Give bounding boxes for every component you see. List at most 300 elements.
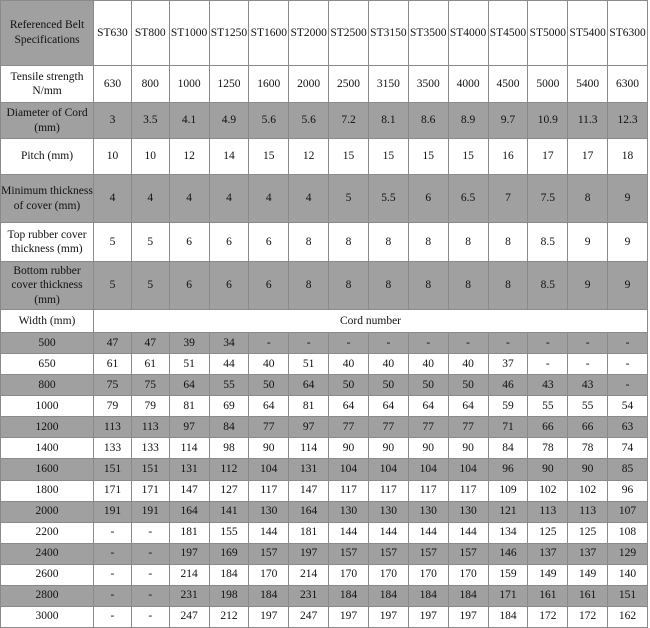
cord-count: 164 [289, 502, 328, 522]
cord-count: 90 [249, 438, 288, 458]
spec-value: 9 [608, 175, 647, 223]
spec-value: 8 [289, 223, 328, 261]
spec-value: 17 [568, 139, 607, 174]
cord-count: 121 [489, 502, 528, 522]
cord-count: 197 [249, 607, 288, 627]
cord-count: 102 [568, 481, 607, 501]
width-value: 1800 [1, 481, 93, 501]
width-row [1, 523, 647, 543]
spec-value: 7 [489, 175, 528, 223]
spec-value: 14 [210, 139, 249, 174]
cord-count: 37 [489, 354, 528, 374]
spec-value: 12 [289, 139, 328, 174]
cord-count: 40 [369, 354, 408, 374]
cord-count: - [94, 607, 131, 627]
spec-value: 8 [489, 262, 528, 309]
belt-type-header: ST1000 [170, 1, 209, 65]
spec-value: 16 [489, 139, 528, 174]
spec-row [1, 175, 647, 223]
width-row [1, 375, 647, 395]
spec-value: 8.9 [449, 103, 488, 138]
cord-count: 144 [409, 523, 448, 543]
cord-count: 90 [409, 438, 448, 458]
cord-count: 147 [170, 481, 209, 501]
cord-count: 50 [249, 375, 288, 395]
spec-row [1, 223, 647, 261]
spec-label: Diameter of Cord (mm) [1, 103, 93, 138]
cord-count: 172 [528, 607, 567, 627]
cord-count: 81 [170, 396, 209, 416]
spec-value: 8.1 [369, 103, 408, 138]
spec-row [1, 262, 647, 309]
cord-count: 90 [568, 459, 607, 479]
width-value: 1200 [1, 417, 93, 437]
cord-count: 69 [210, 396, 249, 416]
cord-count: 43 [528, 375, 567, 395]
cord-count: 184 [449, 586, 488, 606]
cord-count: 104 [409, 459, 448, 479]
cord-count: 107 [608, 502, 647, 522]
cord-count: 149 [528, 565, 567, 585]
width-row [1, 586, 647, 606]
cord-count: 137 [528, 544, 567, 564]
cord-count: 170 [409, 565, 448, 585]
spec-value: 8 [568, 175, 607, 223]
cord-count: 170 [329, 565, 368, 585]
cord-number-label: Cord number [94, 310, 647, 332]
cord-count: - [329, 333, 368, 353]
spec-value: 6 [249, 223, 288, 261]
spec-value: 6 [170, 262, 209, 309]
cord-count: 141 [210, 502, 249, 522]
spec-value: 9 [568, 262, 607, 309]
cord-count: 113 [568, 502, 607, 522]
width-value: 1600 [1, 459, 93, 479]
spec-value: 8.6 [409, 103, 448, 138]
cord-count: 75 [94, 375, 131, 395]
belt-type-header: ST800 [132, 1, 169, 65]
cord-count: 75 [132, 375, 169, 395]
belt-type-header: ST6300 [608, 1, 647, 65]
cord-count: 184 [210, 565, 249, 585]
cord-count: 109 [489, 481, 528, 501]
spec-value: 4 [210, 175, 249, 223]
cord-count: 171 [132, 481, 169, 501]
cord-count: - [132, 544, 169, 564]
width-row [1, 438, 647, 458]
spec-value: 4 [132, 175, 169, 223]
cord-count: 197 [409, 607, 448, 627]
cord-count: - [409, 333, 448, 353]
cord-count: - [132, 586, 169, 606]
cord-count: 197 [289, 544, 328, 564]
cord-count: 102 [528, 481, 567, 501]
cord-count: 131 [170, 459, 209, 479]
spec-value: 8 [369, 223, 408, 261]
cord-count: 134 [489, 523, 528, 543]
spec-value: 5 [132, 262, 169, 309]
cord-count: 104 [329, 459, 368, 479]
cord-count: 129 [608, 544, 647, 564]
spec-label: Top rubber cover thickness (mm) [1, 223, 93, 261]
cord-count: 78 [528, 438, 567, 458]
spec-row [1, 139, 647, 174]
cord-count: 55 [210, 375, 249, 395]
cord-count: 164 [170, 502, 209, 522]
cord-count: 214 [170, 565, 209, 585]
cord-count: 133 [94, 438, 131, 458]
spec-value: 2500 [329, 66, 368, 102]
cord-count: 117 [449, 481, 488, 501]
cord-count: 66 [528, 417, 567, 437]
spec-value: 5 [94, 223, 131, 261]
cord-count: 64 [289, 375, 328, 395]
cord-count: 157 [369, 544, 408, 564]
cord-count: 169 [210, 544, 249, 564]
corner-label: Referenced Belt Specifications [1, 1, 93, 65]
width-value: 1400 [1, 438, 93, 458]
cord-count: 104 [449, 459, 488, 479]
cord-count: 55 [568, 396, 607, 416]
width-row [1, 565, 647, 585]
cord-count: 197 [369, 607, 408, 627]
cord-count: 97 [289, 417, 328, 437]
spec-value: 9.7 [489, 103, 528, 138]
spec-value: 6 [210, 262, 249, 309]
spec-value: 8 [289, 262, 328, 309]
header-row [1, 1, 647, 65]
belt-type-header: ST1250 [210, 1, 249, 65]
cord-count: 44 [210, 354, 249, 374]
belt-type-header: ST4500 [489, 1, 528, 65]
cord-count: 104 [249, 459, 288, 479]
cord-count: 197 [449, 607, 488, 627]
width-row [1, 544, 647, 564]
cord-count: - [94, 544, 131, 564]
cord-count: 47 [132, 333, 169, 353]
cord-count: 130 [329, 502, 368, 522]
cord-count: 117 [329, 481, 368, 501]
cord-count: 117 [409, 481, 448, 501]
cord-count: 98 [210, 438, 249, 458]
cord-count: 149 [568, 565, 607, 585]
spec-value: 4 [170, 175, 209, 223]
cord-count: 64 [449, 396, 488, 416]
cord-count: 170 [249, 565, 288, 585]
cord-count: 172 [568, 607, 607, 627]
spec-row [1, 66, 647, 102]
cord-count: 146 [489, 544, 528, 564]
width-row [1, 459, 647, 479]
width-value: 800 [1, 375, 93, 395]
width-value: 650 [1, 354, 93, 374]
spec-value: 8 [409, 262, 448, 309]
belt-type-header: ST3500 [409, 1, 448, 65]
cord-count: - [528, 354, 567, 374]
cord-count: 191 [132, 502, 169, 522]
cord-count: - [608, 375, 647, 395]
cord-count: 184 [409, 586, 448, 606]
cord-count: 170 [449, 565, 488, 585]
spec-label: Tensile strength N/mm [1, 66, 93, 102]
cord-count: - [132, 565, 169, 585]
cord-count: - [132, 607, 169, 627]
cord-count: - [568, 354, 607, 374]
cord-count: 34 [210, 333, 249, 353]
spec-value: 4500 [489, 66, 528, 102]
spec-value: 15 [449, 139, 488, 174]
cord-count: 171 [489, 586, 528, 606]
width-value: 2400 [1, 544, 93, 564]
spec-value: 3 [94, 103, 131, 138]
spec-value: 7.5 [528, 175, 567, 223]
cord-count: 96 [608, 481, 647, 501]
cord-count: 130 [369, 502, 408, 522]
cord-count: - [94, 586, 131, 606]
width-row [1, 481, 647, 501]
cord-count: 79 [132, 396, 169, 416]
cord-count: 74 [608, 438, 647, 458]
spec-value: 6 [249, 262, 288, 309]
spec-value: 6.5 [449, 175, 488, 223]
width-value: 2600 [1, 565, 93, 585]
cord-count: 198 [210, 586, 249, 606]
cord-count: - [608, 333, 647, 353]
cord-count: 90 [449, 438, 488, 458]
cord-count: 114 [289, 438, 328, 458]
cord-count: 144 [369, 523, 408, 543]
spec-value: 4 [289, 175, 328, 223]
cord-count: 51 [289, 354, 328, 374]
cord-count: 117 [369, 481, 408, 501]
cord-count: 151 [132, 459, 169, 479]
spec-value: 3500 [409, 66, 448, 102]
spec-value: 4000 [449, 66, 488, 102]
spec-value: 6300 [608, 66, 647, 102]
cord-count: 131 [289, 459, 328, 479]
cord-count: 64 [369, 396, 408, 416]
cord-count: 161 [568, 586, 607, 606]
cord-count: - [289, 333, 328, 353]
spec-value: 5 [94, 262, 131, 309]
cord-count: 171 [94, 481, 131, 501]
cord-count: 90 [528, 459, 567, 479]
cord-count: 137 [568, 544, 607, 564]
cord-count: 144 [329, 523, 368, 543]
cord-count: 113 [528, 502, 567, 522]
width-row [1, 607, 647, 627]
cord-count: 113 [94, 417, 131, 437]
cord-count: 85 [608, 459, 647, 479]
cord-count: 247 [170, 607, 209, 627]
cord-count: 151 [94, 459, 131, 479]
spec-value: 18 [608, 139, 647, 174]
spec-value: 5 [132, 223, 169, 261]
cord-count: 181 [170, 523, 209, 543]
cord-count: 214 [289, 565, 328, 585]
spec-value: 5 [329, 175, 368, 223]
cord-count: 247 [289, 607, 328, 627]
cord-count: 114 [170, 438, 209, 458]
spec-value: 4 [94, 175, 131, 223]
cord-count: 50 [329, 375, 368, 395]
belt-type-header: ST2500 [329, 1, 368, 65]
cord-count: 197 [170, 544, 209, 564]
spec-value: 4 [249, 175, 288, 223]
belt-type-header: ST3150 [369, 1, 408, 65]
cord-count: 90 [329, 438, 368, 458]
cord-count: 197 [329, 607, 368, 627]
spec-value: 8 [489, 223, 528, 261]
spec-value: 1600 [249, 66, 288, 102]
cord-count: 112 [210, 459, 249, 479]
spec-value: 15 [409, 139, 448, 174]
cord-count: 50 [409, 375, 448, 395]
cord-count: 54 [608, 396, 647, 416]
cord-count: 66 [568, 417, 607, 437]
width-value: 1000 [1, 396, 93, 416]
cord-count: 64 [249, 396, 288, 416]
cord-count: 157 [249, 544, 288, 564]
cord-count: 161 [528, 586, 567, 606]
width-row [1, 396, 647, 416]
cord-count: 71 [489, 417, 528, 437]
spec-value: 1000 [170, 66, 209, 102]
width-value: 2200 [1, 523, 93, 543]
spec-value: 5.6 [289, 103, 328, 138]
cord-count: 231 [170, 586, 209, 606]
spec-value: 5.6 [249, 103, 288, 138]
cord-count: - [608, 354, 647, 374]
width-value: 2000 [1, 502, 93, 522]
cord-count: 191 [94, 502, 131, 522]
spec-label: Pitch (mm) [1, 139, 93, 174]
cord-count: 61 [132, 354, 169, 374]
cord-count: 157 [449, 544, 488, 564]
cord-count: 108 [608, 523, 647, 543]
cord-count: - [94, 565, 131, 585]
width-row [1, 417, 647, 437]
cord-count: 155 [210, 523, 249, 543]
spec-value: 4.9 [210, 103, 249, 138]
belt-type-header: ST2000 [289, 1, 328, 65]
spec-value: 10 [132, 139, 169, 174]
spec-value: 2000 [289, 66, 328, 102]
cord-count: 78 [568, 438, 607, 458]
spec-value: 8 [329, 223, 368, 261]
spec-label: Minimum thickness of cover (mm) [1, 175, 93, 223]
spec-value: 5400 [568, 66, 607, 102]
spec-value: 3150 [369, 66, 408, 102]
spec-value: 17 [528, 139, 567, 174]
cord-count: - [132, 523, 169, 543]
spec-row [1, 103, 647, 138]
width-value: 2800 [1, 586, 93, 606]
spec-value: 8 [369, 262, 408, 309]
cord-count: 40 [329, 354, 368, 374]
spec-label: Bottom rubber cover thickness (mm) [1, 262, 93, 309]
cord-count: 184 [489, 607, 528, 627]
cord-count: 212 [210, 607, 249, 627]
cord-count: 50 [369, 375, 408, 395]
cord-count: - [568, 333, 607, 353]
cord-count: 147 [289, 481, 328, 501]
belt-type-header: ST4000 [449, 1, 488, 65]
spec-value: 9 [608, 262, 647, 309]
cord-count: 40 [249, 354, 288, 374]
cord-count: 39 [170, 333, 209, 353]
cord-count: 77 [329, 417, 368, 437]
spec-value: 15 [329, 139, 368, 174]
cord-count: - [489, 333, 528, 353]
spec-value: 8.5 [528, 223, 567, 261]
cord-count: 144 [449, 523, 488, 543]
belt-type-header: ST5400 [568, 1, 607, 65]
cord-count: 157 [329, 544, 368, 564]
spec-value: 4.1 [170, 103, 209, 138]
spec-value: 11.3 [568, 103, 607, 138]
spec-value: 8 [409, 223, 448, 261]
cord-count: 59 [489, 396, 528, 416]
spec-value: 15 [249, 139, 288, 174]
cord-count: 159 [489, 565, 528, 585]
cord-count: - [94, 523, 131, 543]
cord-count: 130 [449, 502, 488, 522]
width-header-row [1, 310, 647, 332]
cord-count: 81 [289, 396, 328, 416]
cord-count: 64 [409, 396, 448, 416]
cord-count: 64 [329, 396, 368, 416]
cord-count: 125 [568, 523, 607, 543]
cord-count: 162 [608, 607, 647, 627]
cord-count: 97 [170, 417, 209, 437]
cord-count: 130 [249, 502, 288, 522]
cord-count: - [369, 333, 408, 353]
spec-value: 1250 [210, 66, 249, 102]
cord-count: 140 [608, 565, 647, 585]
cord-count: 157 [409, 544, 448, 564]
width-header-label: Width (mm) [1, 310, 93, 332]
cord-count: - [528, 333, 567, 353]
spec-value: 15 [369, 139, 408, 174]
spec-value: 12.3 [608, 103, 647, 138]
cord-count: 181 [289, 523, 328, 543]
cord-count: 50 [449, 375, 488, 395]
cord-count: 84 [210, 417, 249, 437]
spec-value: 9 [608, 223, 647, 261]
cord-count: 77 [369, 417, 408, 437]
spec-value: 5000 [528, 66, 567, 102]
cord-count: 63 [608, 417, 647, 437]
spec-value: 8 [449, 262, 488, 309]
cord-count: 117 [249, 481, 288, 501]
cord-count: 90 [369, 438, 408, 458]
cord-count: 104 [369, 459, 408, 479]
cord-count: 43 [568, 375, 607, 395]
cord-count: 51 [170, 354, 209, 374]
cord-count: 127 [210, 481, 249, 501]
cord-count: 77 [449, 417, 488, 437]
cord-count: 47 [94, 333, 131, 353]
cord-count: 55 [528, 396, 567, 416]
spec-value: 10.9 [528, 103, 567, 138]
cord-count: 77 [409, 417, 448, 437]
width-row [1, 354, 647, 374]
cord-count: 170 [369, 565, 408, 585]
cord-count: 79 [94, 396, 131, 416]
spec-value: 6 [210, 223, 249, 261]
cord-count: 96 [489, 459, 528, 479]
